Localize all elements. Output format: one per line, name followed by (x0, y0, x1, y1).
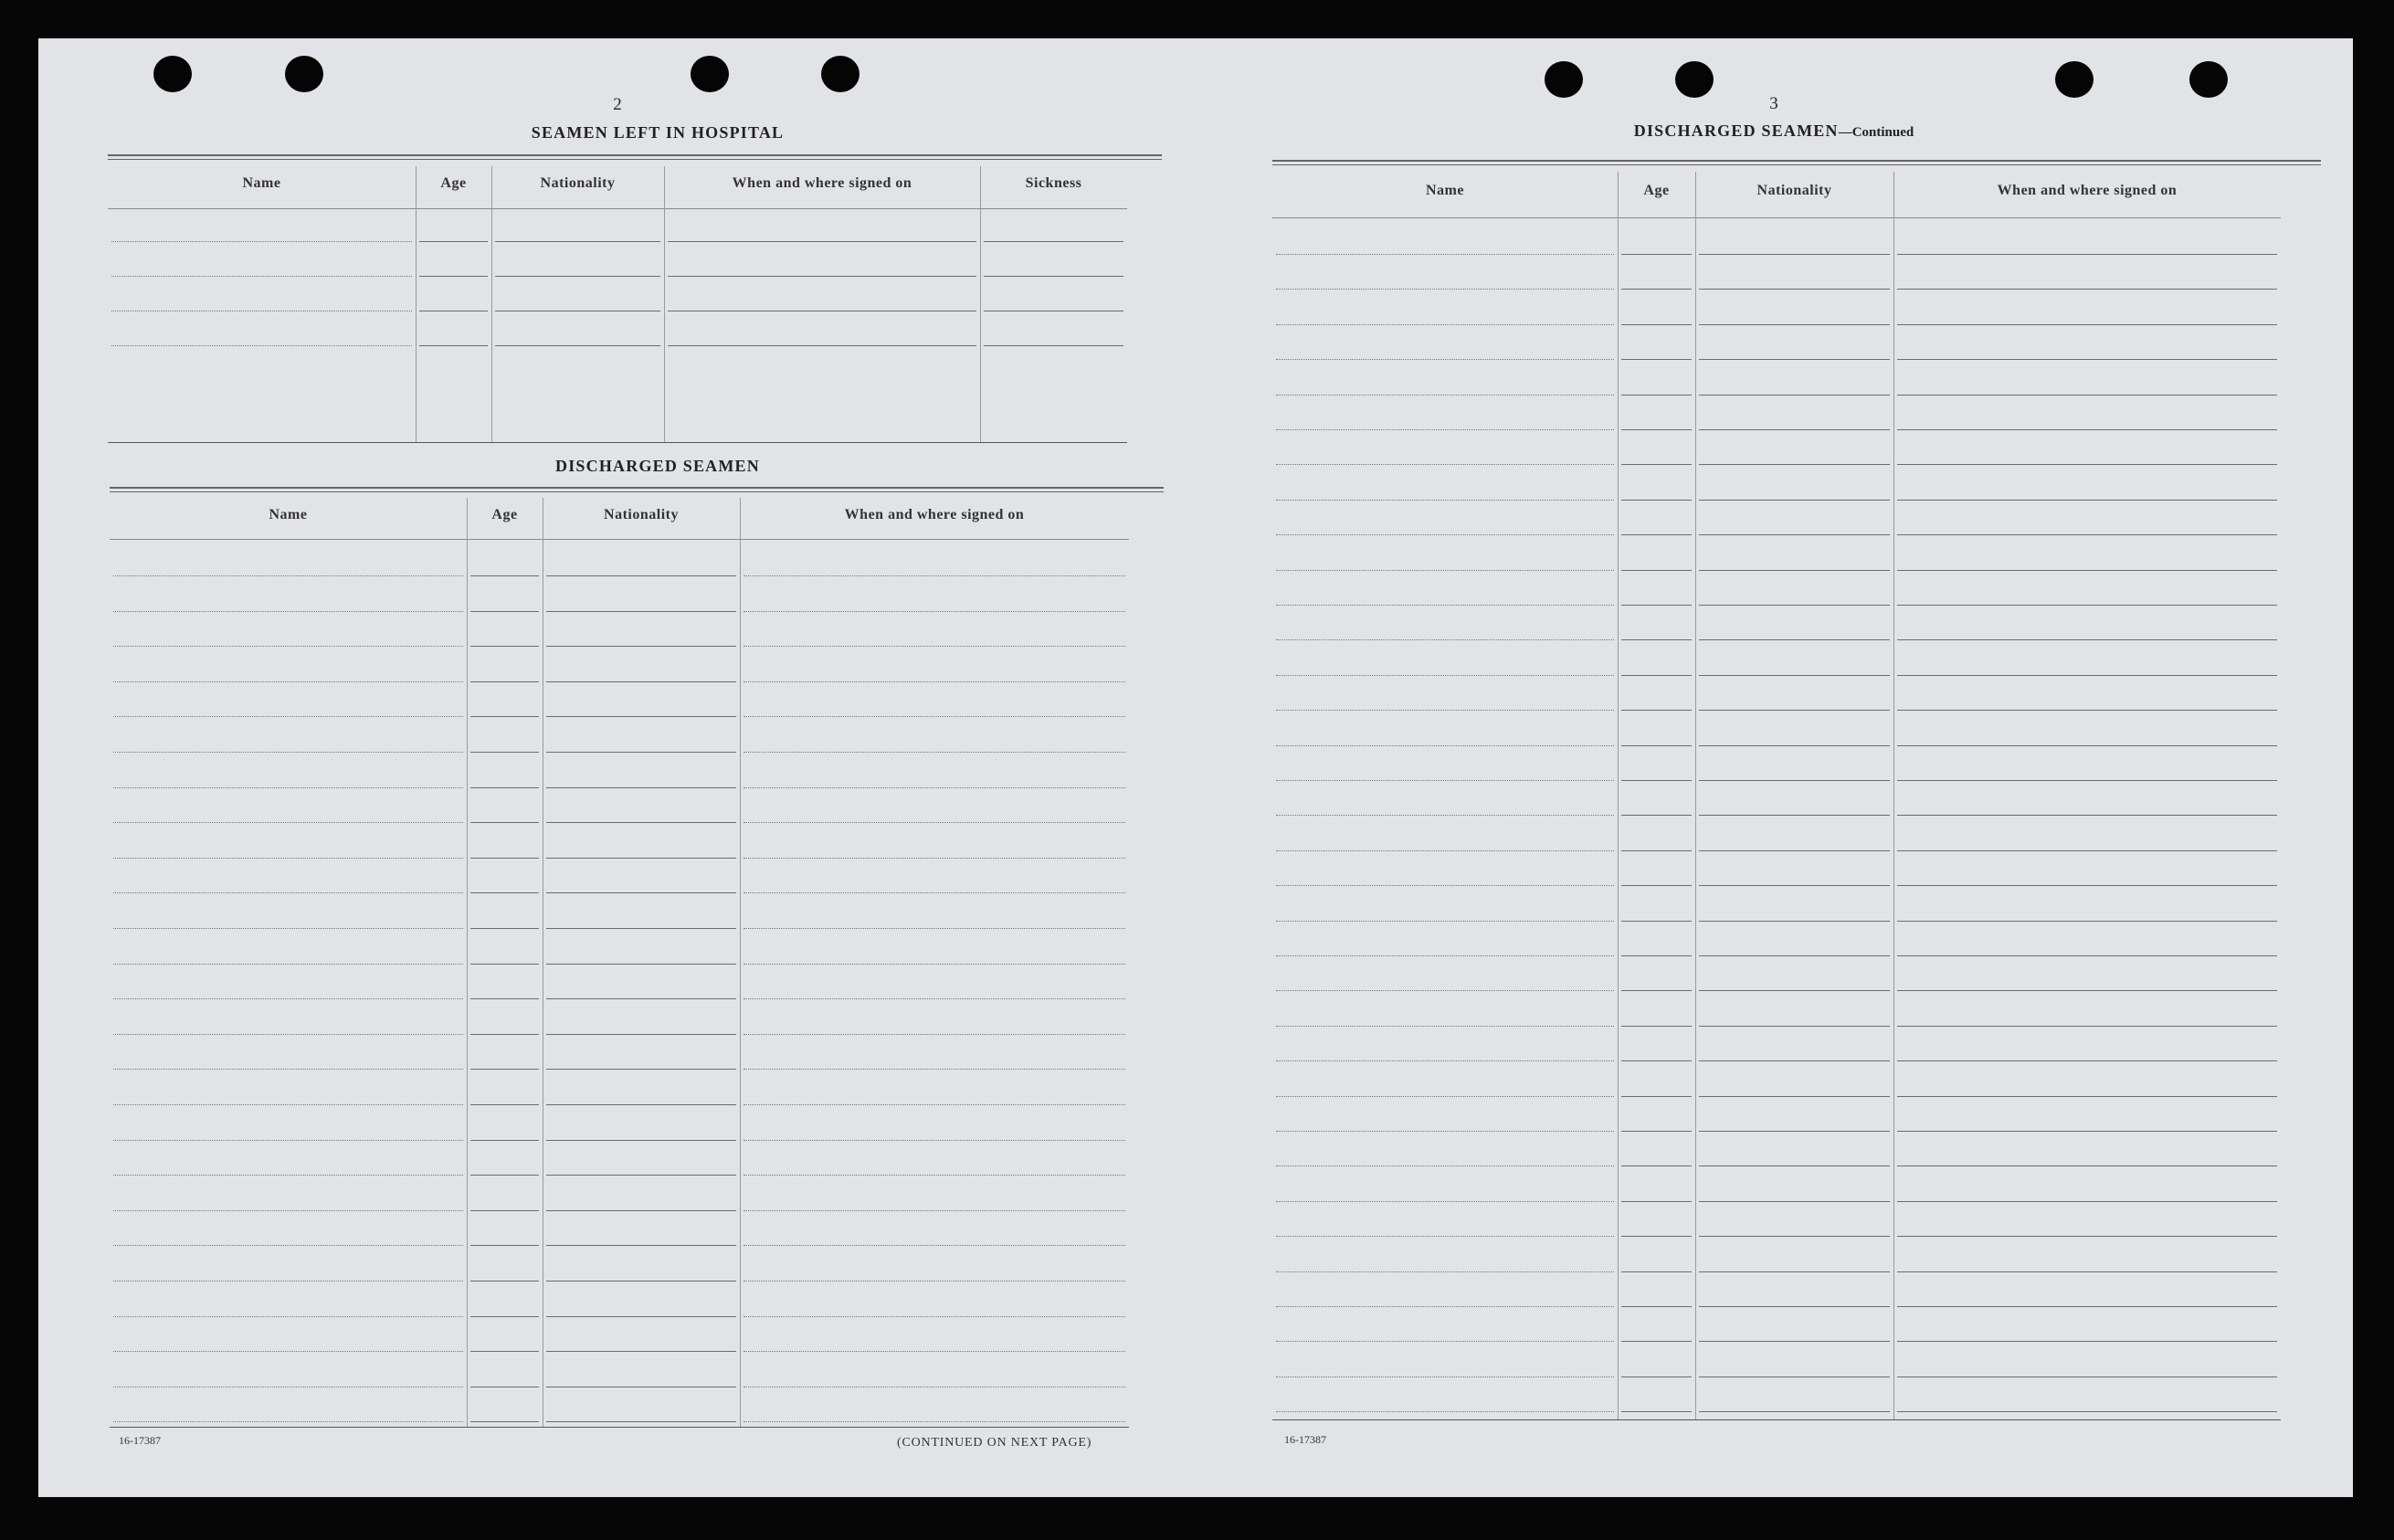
continued-entry-line[interactable] (1276, 639, 1614, 640)
continued-entry-line[interactable] (1276, 570, 1614, 571)
discharged-entry-line[interactable] (744, 646, 1125, 647)
discharged-entry-line[interactable] (113, 928, 463, 929)
continued-entry-line[interactable] (1897, 429, 2277, 430)
continued-entry-line[interactable] (1276, 675, 1614, 676)
form-code-left: 16-17387 (119, 1434, 161, 1447)
continued-entry-line[interactable] (1621, 990, 1692, 991)
discharged-entry-line[interactable] (744, 1069, 1125, 1070)
continued-entry-line[interactable] (1897, 1096, 2277, 1097)
continued-entry-line[interactable] (1276, 254, 1614, 255)
continued-entry-line[interactable] (1621, 359, 1692, 360)
discharged-entry-line[interactable] (470, 858, 539, 859)
form-code-right: 16-17387 (1284, 1433, 1326, 1446)
continued-entry-line[interactable] (1897, 639, 2277, 640)
punch-hole-icon (285, 56, 323, 92)
continued-entry-line[interactable] (1897, 780, 2277, 781)
continued-entry-line[interactable] (1276, 324, 1614, 325)
discharged-entry-line[interactable] (470, 1104, 539, 1105)
discharged-entry-line[interactable] (744, 858, 1125, 859)
continued-col-header: Name (1426, 183, 1464, 198)
discharged-entry-line[interactable] (546, 646, 736, 647)
continued-entry-line[interactable] (1699, 359, 1890, 360)
continued-entry-line[interactable] (1621, 710, 1692, 711)
punch-hole-icon (2055, 61, 2093, 98)
hospital-entry-line[interactable] (495, 276, 660, 277)
continued-entry-line[interactable] (1699, 1131, 1890, 1132)
continued-entry-line[interactable] (1276, 1026, 1614, 1027)
continued-entry-line[interactable] (1621, 850, 1692, 851)
continued-entry-line[interactable] (1897, 710, 2277, 711)
title-main: DISCHARGED SEAMEN (1633, 121, 1839, 140)
continued-entry-line[interactable] (1276, 1096, 1614, 1097)
discharged-entry-line[interactable] (546, 1281, 736, 1282)
discharged-continued-title (1591, 121, 1956, 141)
hospital-entry-line[interactable] (419, 241, 488, 242)
continued-column-divider (1618, 172, 1619, 1419)
continued-entry-line[interactable] (1276, 359, 1614, 360)
discharged-entry-line[interactable] (546, 892, 736, 893)
discharged-entry-line[interactable] (744, 716, 1125, 717)
continued-entry-line[interactable] (1897, 745, 2277, 746)
continued-entry-line[interactable] (1897, 500, 2277, 501)
continued-entry-line[interactable] (1621, 324, 1692, 325)
continued-entry-line[interactable] (1276, 1060, 1614, 1061)
discharged-entry-line[interactable] (113, 1175, 463, 1176)
discharged-entry-line[interactable] (470, 752, 539, 753)
continued-entry-line[interactable] (1621, 921, 1692, 922)
continued-entry-line[interactable] (1699, 534, 1890, 535)
continued-entry-line[interactable] (1897, 1131, 2277, 1132)
continued-entry-line[interactable] (1699, 955, 1890, 956)
continued-entry-line[interactable] (1897, 605, 2277, 606)
discharged-entry-line[interactable] (744, 1210, 1125, 1211)
discharged-entry-line[interactable] (546, 1034, 736, 1035)
continued-entry-line[interactable] (1276, 745, 1614, 746)
continued-entry-line[interactable] (1621, 1271, 1692, 1272)
discharged-bottom-rule (110, 1427, 1129, 1428)
discharged-entry-line[interactable] (744, 998, 1125, 999)
discharged-entry-line[interactable] (113, 1421, 463, 1422)
continued-entry-line[interactable] (1897, 254, 2277, 255)
continued-entry-line[interactable] (1621, 429, 1692, 430)
continued-entry-line[interactable] (1276, 955, 1614, 956)
continued-entry-line[interactable] (1897, 1060, 2277, 1061)
continued-entry-line[interactable] (1699, 1271, 1890, 1272)
continued-entry-line[interactable] (1897, 990, 2277, 991)
page-number-left: 2 (613, 95, 622, 114)
discharged-column-divider (740, 498, 741, 1427)
continued-entry-line[interactable] (1276, 921, 1614, 922)
continued-entry-line[interactable] (1621, 289, 1692, 290)
hospital-column-divider (664, 166, 665, 442)
continued-entry-line[interactable] (1699, 921, 1890, 922)
discharged-entry-line[interactable] (113, 716, 463, 717)
discharged-entry-line[interactable] (546, 1104, 736, 1105)
continued-entry-line[interactable] (1621, 1060, 1692, 1061)
hospital-entry-line[interactable] (984, 276, 1123, 277)
discharged-entry-line[interactable] (113, 1210, 463, 1211)
continued-entry-line[interactable] (1621, 1236, 1692, 1237)
continued-entry-line[interactable] (1897, 850, 2277, 851)
continued-header-rule (1272, 217, 2281, 218)
continued-entry-line[interactable] (1276, 429, 1614, 430)
discharged-entry-line[interactable] (744, 1140, 1125, 1141)
continued-entry-line[interactable] (1897, 1201, 2277, 1202)
discharged-entry-line[interactable] (470, 681, 539, 682)
continued-entry-line[interactable] (1276, 885, 1614, 886)
discharged-entry-line[interactable] (470, 1421, 539, 1422)
discharged-entry-line[interactable] (744, 1245, 1125, 1246)
discharged-entry-line[interactable] (470, 998, 539, 999)
discharged-entry-line[interactable] (470, 1210, 539, 1211)
discharged-entry-line[interactable] (546, 1316, 736, 1317)
page-number-right: 3 (1769, 94, 1778, 113)
continued-entry-line[interactable] (1699, 500, 1890, 501)
discharged-entry-line[interactable] (546, 964, 736, 965)
discharged-entry-line[interactable] (470, 1140, 539, 1141)
discharged-entry-line[interactable] (546, 575, 736, 576)
discharged-entry-line[interactable] (113, 998, 463, 999)
discharged-entry-line[interactable] (546, 1245, 736, 1246)
discharged-entry-line[interactable] (546, 1351, 736, 1352)
discharged-entry-line[interactable] (546, 822, 736, 823)
continued-entry-line[interactable] (1699, 710, 1890, 711)
continued-entry-line[interactable] (1897, 359, 2277, 360)
continued-entry-line[interactable] (1621, 534, 1692, 535)
hospital-section-title: SEAMEN LEFT IN HOSPITAL (531, 123, 785, 142)
continued-entry-line[interactable] (1699, 1341, 1890, 1342)
discharged-entry-line[interactable] (113, 822, 463, 823)
continued-entry-line[interactable] (1699, 1026, 1890, 1027)
continued-entry-line[interactable] (1699, 254, 1890, 255)
discharged-entry-line[interactable] (546, 681, 736, 682)
discharged-entry-line[interactable] (546, 998, 736, 999)
continued-col-header: Age (1643, 183, 1670, 198)
discharged-entry-line[interactable] (546, 858, 736, 859)
discharged-entry-line[interactable] (546, 1421, 736, 1422)
discharged-entry-line[interactable] (744, 1281, 1125, 1282)
hospital-col-header: Name (242, 175, 281, 191)
continued-entry-line[interactable] (1699, 639, 1890, 640)
hospital-entry-line[interactable] (111, 241, 412, 242)
continued-entry-line[interactable] (1276, 1341, 1614, 1342)
hospital-entry-line[interactable] (495, 345, 660, 346)
discharged-entry-line[interactable] (113, 1245, 463, 1246)
punch-hole-icon (153, 56, 192, 92)
continued-entry-line[interactable] (1621, 254, 1692, 255)
discharged-entry-line[interactable] (546, 752, 736, 753)
discharged-col-header: When and where signed on (844, 507, 1025, 522)
continued-entry-line[interactable] (1699, 605, 1890, 606)
discharged-entry-line[interactable] (744, 1175, 1125, 1176)
discharged-entry-line[interactable] (546, 1140, 736, 1141)
discharged-entry-line[interactable] (470, 928, 539, 929)
hospital-entry-line[interactable] (495, 241, 660, 242)
continued-entry-line[interactable] (1897, 1341, 2277, 1342)
continued-entry-line[interactable] (1897, 921, 2277, 922)
hospital-col-header: When and where signed on (732, 175, 912, 191)
discharged-entry-line[interactable] (744, 611, 1125, 612)
continued-entry-line[interactable] (1897, 1306, 2277, 1307)
continued-entry-line[interactable] (1276, 1236, 1614, 1237)
discharged-entry-line[interactable] (744, 1316, 1125, 1317)
discharged-entry-line[interactable] (744, 964, 1125, 965)
discharged-entry-line[interactable] (470, 1175, 539, 1176)
discharged-column-divider (467, 498, 468, 1427)
hospital-column-divider (416, 166, 417, 442)
continued-entry-line[interactable] (1699, 395, 1890, 396)
continued-entry-line[interactable] (1897, 1271, 2277, 1272)
discharged-entry-line[interactable] (744, 1421, 1125, 1422)
continued-entry-line[interactable] (1276, 1306, 1614, 1307)
discharged-entry-line[interactable] (546, 787, 736, 788)
continued-entry-line[interactable] (1897, 1411, 2277, 1412)
continued-entry-line[interactable] (1276, 534, 1614, 535)
discharged-entry-line[interactable] (546, 611, 736, 612)
continued-entry-line[interactable] (1621, 500, 1692, 501)
continued-entry-line[interactable] (1699, 429, 1890, 430)
continued-col-header: When and where signed on (1997, 183, 2178, 198)
continued-entry-line[interactable] (1699, 570, 1890, 571)
continued-entry-line[interactable] (1897, 395, 2277, 396)
punch-hole-icon (2189, 61, 2228, 98)
discharged-header-rule (110, 539, 1129, 540)
discharged-entry-line[interactable] (470, 822, 539, 823)
discharged-entry-line[interactable] (113, 1104, 463, 1105)
discharged-entry-line[interactable] (546, 1175, 736, 1176)
continued-entry-line[interactable] (1621, 1201, 1692, 1202)
discharged-entry-line[interactable] (113, 575, 463, 576)
continued-entry-line[interactable] (1276, 780, 1614, 781)
continued-entry-line[interactable] (1699, 1201, 1890, 1202)
continued-entry-line[interactable] (1276, 710, 1614, 711)
discharged-entry-line[interactable] (470, 787, 539, 788)
continued-entry-line[interactable] (1276, 1411, 1614, 1412)
continued-entry-line[interactable] (1621, 1341, 1692, 1342)
hospital-header-rule (108, 208, 1127, 209)
continued-entry-line[interactable] (1621, 815, 1692, 816)
continued-entry-line[interactable] (1276, 289, 1614, 290)
discharged-entry-line[interactable] (470, 1245, 539, 1246)
continued-entry-line[interactable] (1621, 1306, 1692, 1307)
continued-col-header: Nationality (1756, 183, 1832, 198)
continued-entry-line[interactable] (1897, 1236, 2277, 1237)
discharged-entry-line[interactable] (744, 787, 1125, 788)
discharged-entry-line[interactable] (470, 611, 539, 612)
continued-entry-line[interactable] (1276, 815, 1614, 816)
continued-entry-line[interactable] (1897, 570, 2277, 571)
continued-entry-line[interactable] (1897, 534, 2277, 535)
hospital-bottom-rule (108, 442, 1127, 443)
discharged-entry-line[interactable] (113, 752, 463, 753)
discharged-entry-line[interactable] (113, 787, 463, 788)
punch-hole-icon (691, 56, 729, 92)
discharged-entry-line[interactable] (546, 716, 736, 717)
discharged-entry-line[interactable] (113, 1034, 463, 1035)
continued-entry-line[interactable] (1897, 885, 2277, 886)
continued-entry-line[interactable] (1897, 289, 2277, 290)
discharged-entry-line[interactable] (744, 892, 1125, 893)
continued-entry-line[interactable] (1621, 1096, 1692, 1097)
continued-entry-line[interactable] (1699, 1236, 1890, 1237)
discharged-entry-line[interactable] (470, 1281, 539, 1282)
continued-entry-line[interactable] (1897, 815, 2277, 816)
continued-entry-line[interactable] (1699, 990, 1890, 991)
hospital-entry-line[interactable] (984, 241, 1123, 242)
continued-entry-line[interactable] (1897, 464, 2277, 465)
continued-entry-line[interactable] (1699, 675, 1890, 676)
discharged-col-header: Age (491, 507, 518, 522)
discharged-entry-line[interactable] (470, 1069, 539, 1070)
continued-column-divider (1893, 172, 1894, 1419)
hospital-entry-line[interactable] (668, 345, 976, 346)
discharged-entry-line[interactable] (470, 575, 539, 576)
discharged-entry-line[interactable] (546, 1069, 736, 1070)
discharged-entry-line[interactable] (470, 892, 539, 893)
discharged-entry-line[interactable] (744, 752, 1125, 753)
hospital-entry-line[interactable] (111, 276, 412, 277)
hospital-entry-line[interactable] (668, 276, 976, 277)
hospital-top-rule (108, 154, 1162, 160)
discharged-entry-line[interactable] (470, 1316, 539, 1317)
continued-entry-line[interactable] (1621, 675, 1692, 676)
discharged-col-header: Name (269, 507, 308, 522)
discharged-entry-line[interactable] (744, 1104, 1125, 1105)
discharged-entry-line[interactable] (470, 716, 539, 717)
discharged-entry-line[interactable] (470, 964, 539, 965)
continued-entry-line[interactable] (1897, 675, 2277, 676)
hospital-entry-line[interactable] (419, 345, 488, 346)
continued-entry-line[interactable] (1897, 955, 2277, 956)
hospital-entry-line[interactable] (111, 345, 412, 346)
title-suffix: —Continued (1838, 125, 1914, 140)
discharged-entry-line[interactable] (113, 892, 463, 893)
discharged-entry-line[interactable] (546, 928, 736, 929)
continued-entry-line[interactable] (1621, 955, 1692, 956)
continued-entry-line[interactable] (1897, 1026, 2277, 1027)
continued-entry-line[interactable] (1621, 1026, 1692, 1027)
continued-entry-line[interactable] (1621, 745, 1692, 746)
punch-hole-icon (1675, 61, 1714, 98)
continued-entry-line[interactable] (1699, 745, 1890, 746)
hospital-col-header: Sickness (1025, 175, 1082, 191)
discharged-entry-line[interactable] (113, 681, 463, 682)
continued-entry-line[interactable] (1699, 289, 1890, 290)
continued-entry-line[interactable] (1699, 850, 1890, 851)
continued-entry-line[interactable] (1621, 885, 1692, 886)
continued-entry-line[interactable] (1699, 1306, 1890, 1307)
discharged-entry-line[interactable] (744, 1034, 1125, 1035)
continued-note: (CONTINUED ON NEXT PAGE) (897, 1436, 1092, 1450)
hospital-column-divider (980, 166, 981, 442)
continued-entry-line[interactable] (1276, 464, 1614, 465)
continued-entry-line[interactable] (1699, 885, 1890, 886)
discharged-entry-line[interactable] (113, 1140, 463, 1141)
continued-entry-line[interactable] (1699, 1411, 1890, 1412)
continued-entry-line[interactable] (1621, 395, 1692, 396)
discharged-top-rule (110, 487, 1164, 492)
continued-bottom-rule (1272, 1419, 2281, 1420)
discharged-entry-line[interactable] (744, 822, 1125, 823)
continued-entry-line[interactable] (1621, 780, 1692, 781)
discharged-entry-line[interactable] (470, 646, 539, 647)
discharged-section-title: DISCHARGED SEAMEN (555, 457, 760, 475)
discharged-entry-line[interactable] (744, 681, 1125, 682)
hospital-col-header: Nationality (540, 175, 616, 191)
discharged-entry-line[interactable] (744, 1351, 1125, 1352)
hospital-entry-line[interactable] (668, 241, 976, 242)
discharged-entry-line[interactable] (113, 1351, 463, 1352)
discharged-entry-line[interactable] (113, 1281, 463, 1282)
discharged-entry-line[interactable] (744, 928, 1125, 929)
continued-entry-line[interactable] (1897, 324, 2277, 325)
continued-entry-line[interactable] (1621, 570, 1692, 571)
continued-entry-line[interactable] (1621, 1411, 1692, 1412)
continued-entry-line[interactable] (1621, 464, 1692, 465)
discharged-entry-line[interactable] (113, 1069, 463, 1070)
continued-entry-line[interactable] (1699, 780, 1890, 781)
discharged-entry-line[interactable] (113, 1316, 463, 1317)
continued-entry-line[interactable] (1699, 1096, 1890, 1097)
continued-entry-line[interactable] (1699, 324, 1890, 325)
continued-top-rule (1272, 160, 2321, 165)
discharged-entry-line[interactable] (470, 1034, 539, 1035)
continued-entry-line[interactable] (1276, 990, 1614, 991)
continued-entry-line[interactable] (1621, 1131, 1692, 1132)
continued-entry-line[interactable] (1276, 1131, 1614, 1132)
hospital-entry-line[interactable] (984, 345, 1123, 346)
hospital-column-divider (491, 166, 492, 442)
continued-entry-line[interactable] (1699, 464, 1890, 465)
discharged-entry-line[interactable] (744, 575, 1125, 576)
continued-entry-line[interactable] (1276, 500, 1614, 501)
discharged-entry-line[interactable] (470, 1351, 539, 1352)
discharged-entry-line[interactable] (113, 611, 463, 612)
continued-entry-line[interactable] (1276, 605, 1614, 606)
punch-hole-icon (821, 56, 860, 92)
continued-entry-line[interactable] (1621, 639, 1692, 640)
discharged-entry-line[interactable] (546, 1210, 736, 1211)
discharged-entry-line[interactable] (113, 858, 463, 859)
continued-entry-line[interactable] (1276, 395, 1614, 396)
continued-entry-line[interactable] (1699, 815, 1890, 816)
discharged-entry-line[interactable] (113, 646, 463, 647)
continued-entry-line[interactable] (1276, 850, 1614, 851)
continued-entry-line[interactable] (1276, 1271, 1614, 1272)
punch-hole-icon (1545, 61, 1583, 98)
continued-column-divider (1695, 172, 1696, 1419)
continued-entry-line[interactable] (1699, 1060, 1890, 1061)
continued-entry-line[interactable] (1621, 605, 1692, 606)
hospital-entry-line[interactable] (419, 276, 488, 277)
discharged-col-header: Nationality (604, 507, 679, 522)
continued-entry-line[interactable] (1276, 1201, 1614, 1202)
ledger-sheet (38, 38, 2353, 1497)
discharged-entry-line[interactable] (113, 964, 463, 965)
hospital-col-header: Age (440, 175, 467, 191)
